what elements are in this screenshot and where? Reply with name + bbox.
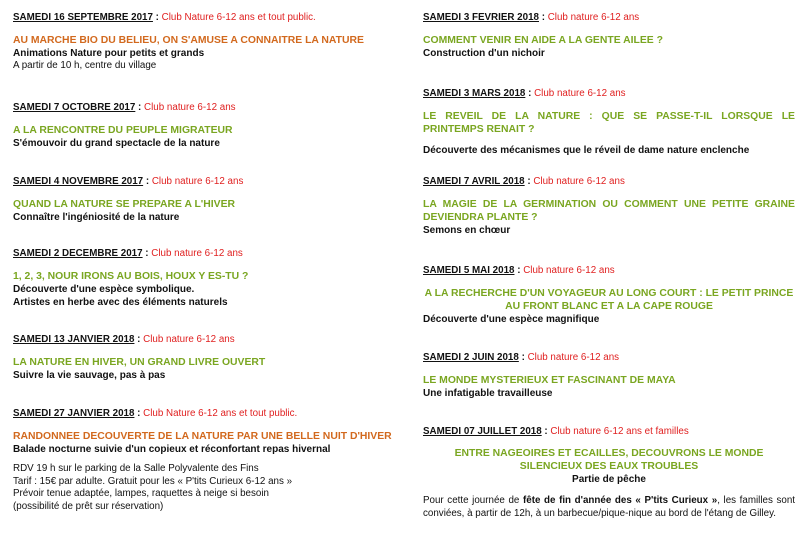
event-audience: Club nature 6-12 ans xyxy=(534,88,626,99)
event-audience: Club nature 6-12 ans xyxy=(527,352,620,363)
event-title: LA NATURE EN HIVER, UN GRAND LIVRE OUVERT xyxy=(13,357,266,368)
event-date-line: SAMEDI 27 JANVIER 2018 : Club Nature 6-12 ans et tout public. xyxy=(13,408,298,419)
event-subtitle: Suivre la vie sauvage, pas à pas xyxy=(13,370,166,381)
event-date: SAMEDI 3 MARS 2018 xyxy=(423,88,526,99)
event-date-line: SAMEDI 4 NOVEMBRE 2017 : Club nature 6-12 ans xyxy=(13,176,244,187)
event-date-line: SAMEDI 3 FEVRIER 2018 : Club nature 6-12 ans xyxy=(423,12,640,23)
event-date-line: SAMEDI 7 AVRIL 2018 : Club nature 6-12 ans xyxy=(423,176,625,187)
event-subtitle: Semons en chœur xyxy=(423,225,511,236)
event-detail: (possibilité de prêt sur réservation) xyxy=(13,500,164,512)
event-subtitle: Balade nocturne suivie d'un copieux et réconfortant repas hivernal xyxy=(13,444,331,455)
event-audience: Club nature 6-12 ans xyxy=(547,12,640,23)
event-card xyxy=(13,407,393,513)
event-date: SAMEDI 3 FEVRIER 2018 xyxy=(423,12,539,23)
event-subtitle: Connaître l'ingéniosité de la nature xyxy=(13,212,180,223)
event-detail: RDV 19 h sur le parking de la Salle Polyvalente des Fins xyxy=(13,463,259,474)
event-title: LA MAGIE DE LA GERMINATION OU COMMENT UNE PETITE GRAINE DEVIENDRA PLANTE ? xyxy=(423,199,795,223)
event-audience: Club nature 6-12 ans xyxy=(151,176,244,187)
event-date: SAMEDI 27 JANVIER 2018 xyxy=(13,408,135,419)
event-date: SAMEDI 5 MAI 2018 xyxy=(423,265,515,276)
event-card xyxy=(423,264,795,326)
event-title: AU MARCHE BIO DU BELIEU, ON S'AMUSE A CONNAITRE LA NATURE xyxy=(13,35,364,46)
event-date: SAMEDI 7 OCTOBRE 2017 xyxy=(13,102,136,113)
event-detail: A partir de 10 h, centre du village xyxy=(13,60,157,71)
event-card xyxy=(423,351,795,400)
event-audience: Club Nature 6-12 ans et tout public. xyxy=(161,12,316,23)
event-note-pre: Pour cette journée de xyxy=(423,495,523,506)
event-subtitle: Découverte d'une espèce symbolique. xyxy=(13,284,195,295)
event-note-bold: fête de fin d'année des « P'tits Curieux » xyxy=(522,495,718,506)
event-detail: Tarif : 15€ par adulte. Gratuit pour les « P'tits Curieux 6-12 ans » xyxy=(13,475,293,487)
event-card xyxy=(423,87,795,157)
event-note xyxy=(423,495,795,520)
event-date: SAMEDI 4 NOVEMBRE 2017 xyxy=(13,176,144,187)
event-audience: Club nature 6-12 ans xyxy=(143,334,235,345)
event-date-line: SAMEDI 2 DECEMBRE 2017 : Club nature 6-12 ans xyxy=(13,248,243,259)
event-audience: Club nature 6-12 ans et familles xyxy=(550,426,689,437)
event-date: SAMEDI 16 SEPTEMBRE 2017 xyxy=(13,12,153,23)
event-subtitle-2: Artistes en herbe avec des éléments naturels xyxy=(13,297,228,308)
event-subtitle: Construction d'un nichoir xyxy=(423,48,545,59)
event-subtitle: S'émouvoir du grand spectacle de la nature xyxy=(13,138,220,149)
event-date: SAMEDI 7 AVRIL 2018 xyxy=(423,176,525,187)
event-title: ENTRE NAGEOIRES ET ECAILLES, DECOUVRONS LE MONDE SILENCIEUX DES EAUX TROUBLES xyxy=(454,448,764,472)
event-title: 1, 2, 3, NOUR IRONS AU BOIS, HOUX Y ES-TU ? xyxy=(13,271,249,282)
event-card xyxy=(423,175,795,237)
event-title: A LA RECHERCHE D'UN VOYAGEUR AU LONG COURT : LE PETIT PRINCE AU FRONT BLANC ET A LA CAPE ROUGE xyxy=(424,288,794,312)
event-audience: Club nature 6-12 ans xyxy=(144,102,236,113)
event-date: SAMEDI 2 DECEMBRE 2017 xyxy=(13,248,143,259)
event-date-line: SAMEDI 13 JANVIER 2018 : Club nature 6-12 ans xyxy=(13,334,235,345)
event-date-line: SAMEDI 07 JUILLET 2018 : Club nature 6-12 ans et familles xyxy=(423,426,689,437)
event-card xyxy=(423,425,795,520)
event-audience: Club Nature 6-12 ans et tout public. xyxy=(143,408,298,419)
event-date: SAMEDI 2 JUIN 2018 xyxy=(423,352,519,363)
event-subtitle: Partie de pêche xyxy=(572,474,646,485)
event-card xyxy=(13,333,393,382)
event-subtitle: Découverte des mécanismes que le réveil de dame nature enclenche xyxy=(423,145,750,156)
event-audience: Club nature 6-12 ans xyxy=(151,248,243,259)
event-date-line: SAMEDI 3 MARS 2018 : Club nature 6-12 ans xyxy=(423,88,626,99)
event-date-line: SAMEDI 7 OCTOBRE 2017 : Club nature 6-12 ans xyxy=(13,102,236,113)
event-title: QUAND LA NATURE SE PREPARE A L'HIVER xyxy=(13,199,236,210)
event-title: LE MONDE MYSTERIEUX ET FASCINANT DE MAYA xyxy=(423,375,676,386)
event-card xyxy=(13,11,393,73)
event-details xyxy=(13,463,393,513)
event-date-line: SAMEDI 16 SEPTEMBRE 2017 : Club Nature 6-12 ans et tout public. xyxy=(13,12,316,23)
event-card xyxy=(13,175,393,224)
event-date-line: SAMEDI 5 MAI 2018 : Club nature 6-12 ans xyxy=(423,265,615,276)
event-audience: Club nature 6-12 ans xyxy=(523,265,615,276)
event-title: A LA RENCONTRE DU PEUPLE MIGRATEUR xyxy=(13,125,233,136)
event-date: SAMEDI 07 JUILLET 2018 xyxy=(423,426,542,437)
event-title: LE REVEIL DE LA NATURE : QUE SE PASSE-T-IL LORSQUE LE PRINTEMPS RENAIT ? xyxy=(423,111,795,135)
event-card xyxy=(423,11,795,60)
event-card xyxy=(13,247,393,309)
event-title: RANDONNEE DECOUVERTE DE LA NATURE PAR UNE BELLE NUIT D'HIVER xyxy=(13,431,392,442)
event-note-post: , les familles sont conviées, à partir de 12h, à un barbecue/pique-nique au bord de l'étang de Gilley. xyxy=(423,495,796,519)
event-subtitle: Une infatigable travailleuse xyxy=(423,388,553,399)
event-date: SAMEDI 13 JANVIER 2018 xyxy=(13,334,135,345)
event-subtitle: Découverte d'une espèce magnifique xyxy=(423,314,600,325)
event-date-line: SAMEDI 2 JUIN 2018 : Club nature 6-12 ans xyxy=(423,352,620,363)
event-subtitle: Animations Nature pour petits et grands xyxy=(13,48,205,59)
event-detail: Prévoir tenue adaptée, lampes, raquettes à neige si besoin xyxy=(13,488,269,499)
event-title: COMMENT VENIR EN AIDE A LA GENTE AILEE ? xyxy=(423,35,663,46)
event-audience: Club nature 6-12 ans xyxy=(533,176,625,187)
event-card xyxy=(13,101,393,150)
